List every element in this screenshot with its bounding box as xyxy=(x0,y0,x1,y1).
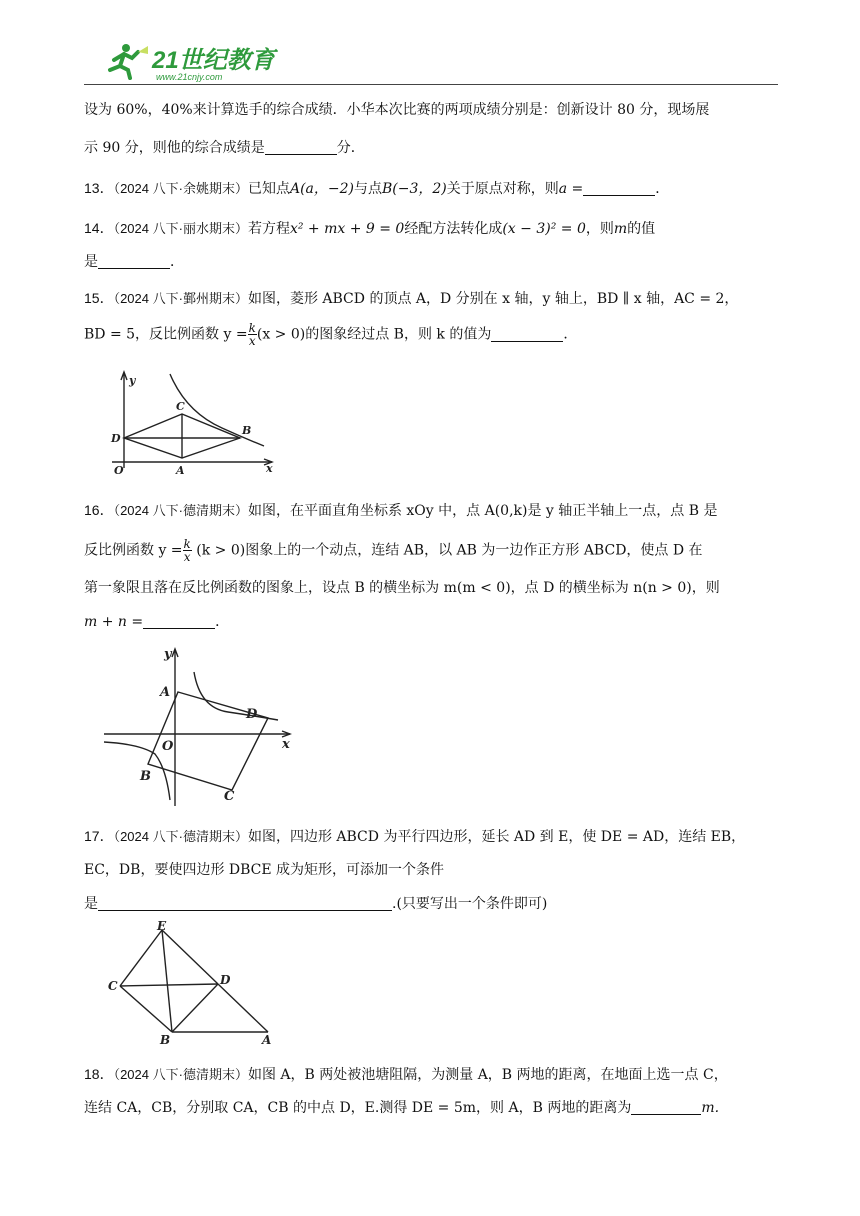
question-source: （2024 八下·德清期末） xyxy=(113,503,248,518)
math: A(a，−2) xyxy=(289,181,354,197)
figure-16-square xyxy=(100,644,300,810)
math: (x − 3)² = 0 xyxy=(502,221,586,237)
math: m xyxy=(613,221,628,237)
answer-blank[interactable] xyxy=(98,253,170,269)
question-number: 17． xyxy=(84,828,114,844)
answer-blank[interactable] xyxy=(98,895,392,911)
question-13 xyxy=(84,178,784,199)
runner-icon xyxy=(110,44,148,78)
label-E: E xyxy=(157,920,167,933)
question-number: 13． xyxy=(84,180,114,196)
math: m + n = xyxy=(84,614,144,630)
text: ，则 xyxy=(585,221,614,237)
text: 如图，菱形 ABCD 的顶点 A，D 分别在 x 轴，y 轴上，BD ∥ x 轴，AC = 2， xyxy=(247,291,739,307)
question-14-line-1 xyxy=(84,218,784,239)
question-14-line-2 xyxy=(84,252,784,272)
label-B: B xyxy=(242,424,252,437)
label-A: A xyxy=(160,685,171,700)
site-logo xyxy=(104,40,284,84)
text: 若方程 xyxy=(247,221,290,237)
label-D: D xyxy=(220,973,231,987)
question-source: （2024 八下·德清期末） xyxy=(113,1067,248,1082)
question-source: （2024 八下·鄞州期末） xyxy=(113,291,248,306)
question-number: 18． xyxy=(84,1066,114,1082)
label-O: O xyxy=(162,739,174,754)
question-number: 14． xyxy=(84,220,114,236)
label-C: C xyxy=(224,789,235,804)
label-B: B xyxy=(140,769,151,784)
text: 如图，四边形 ABCD 为平行四边形，延长 AD 到 E，使 DE = AD，连结 EB， xyxy=(247,829,746,845)
question-source: （2024 八下·余姚期末） xyxy=(113,181,248,196)
question-16-line-2 xyxy=(84,538,784,563)
label-A: A xyxy=(262,1033,272,1046)
text: ． xyxy=(215,614,230,630)
fraction: $\frac{k}{x}$ xyxy=(248,321,256,348)
question-source: （2024 八下·丽水期末） xyxy=(113,221,248,236)
question-12-line-2 xyxy=(84,138,784,158)
label-C: C xyxy=(108,979,118,993)
question-16-line-1 xyxy=(84,500,784,521)
question-17-line-3 xyxy=(84,894,784,914)
label-C: C xyxy=(176,400,185,413)
question-17-line-1 xyxy=(84,826,784,847)
text: 如图 A，B 两处被池塘阻隔，为测量 A，B 两地的距离，在地面上选一点 C， xyxy=(247,1067,728,1083)
question-15-line-1 xyxy=(84,288,784,309)
math: a = xyxy=(558,181,584,197)
fraction: $\frac{k}{x}$ xyxy=(183,537,191,564)
question-16-line-3: 第一象限且落在反比例函数的图象上，设点 B 的横坐标为 m(m < 0)，点 D 的横坐标为 n(n > 0)，则 xyxy=(84,580,720,596)
text: 如图，在平面直角坐标系 xOy 中，点 A(0,k)是 y 轴正半轴上一点，点 B 是 xyxy=(247,503,718,519)
text: 分． xyxy=(336,140,365,156)
question-16-line-4 xyxy=(84,612,784,632)
text: 经配方法转化成 xyxy=(404,221,503,237)
label-O: O xyxy=(114,464,124,477)
label-D: D xyxy=(111,432,121,445)
question-18-line-2 xyxy=(84,1098,784,1118)
label-y: y xyxy=(164,647,172,662)
text: .(只要写出一个条件即可) xyxy=(392,896,548,912)
math: B(−3，2) xyxy=(381,181,447,197)
question-number: 15． xyxy=(84,290,114,306)
header-divider xyxy=(84,84,778,85)
figure-17-parallelogram xyxy=(100,920,280,1046)
text: 连结 CA，CB，分别取 CA，CB 的中点 D，E.测得 DE = 5m，则 A，B 两地的距离为 xyxy=(84,1100,632,1116)
text: 的值 xyxy=(627,221,656,237)
logo-url: www.21cnjy.com xyxy=(156,72,223,82)
text: 已知点 xyxy=(247,181,290,197)
text: 是 xyxy=(84,896,98,912)
question-number: 16． xyxy=(84,502,114,518)
answer-blank[interactable] xyxy=(631,1099,701,1115)
math: m. xyxy=(701,1100,720,1116)
question-12-line-1: 设为 60%，40%来计算选手的综合成绩．小华本次比赛的两项成绩分别是：创新设计 80 分，现场展 xyxy=(84,102,710,118)
text: BD = 5，反比例函数 y = xyxy=(84,326,248,343)
label-D: D xyxy=(246,707,258,722)
label-A: A xyxy=(176,464,185,477)
answer-blank[interactable] xyxy=(265,139,337,155)
question-15-line-2 xyxy=(84,322,784,347)
text: ． xyxy=(563,326,578,343)
answer-blank[interactable] xyxy=(583,180,655,196)
label-y: y xyxy=(129,374,136,387)
label-x: x xyxy=(266,462,273,475)
figure-15-rhombus xyxy=(104,368,284,480)
logo-text: 21世纪教育 xyxy=(152,47,275,74)
text: 与点 xyxy=(353,181,382,197)
text: 反比例函数 y = xyxy=(84,542,183,559)
text: ． xyxy=(655,181,670,197)
label-B: B xyxy=(160,1033,171,1046)
text: 示 90 分，则他的综合成绩是 xyxy=(84,140,265,156)
text: (k > 0)图象上的一个动点，连结 AB，以 AB 为一边作正方形 ABCD，使点 D 在 xyxy=(191,542,703,559)
question-source: （2024 八下·德清期末） xyxy=(113,829,248,844)
question-18-line-1 xyxy=(84,1064,784,1085)
answer-blank[interactable] xyxy=(491,326,563,342)
label-x: x xyxy=(282,737,290,752)
text: (x > 0)的图象经过点 B，则 k 的值为 xyxy=(256,326,492,343)
math: x² + mx + 9 = 0 xyxy=(289,221,405,237)
page-header xyxy=(0,0,860,90)
text: ． xyxy=(170,254,184,270)
question-17-line-2: EC，DB，要使四边形 DBCE 成为矩形，可添加一个条件 xyxy=(84,862,445,878)
text: 关于原点对称，则 xyxy=(446,181,559,197)
answer-blank[interactable] xyxy=(143,613,215,629)
text: 是 xyxy=(84,254,98,270)
